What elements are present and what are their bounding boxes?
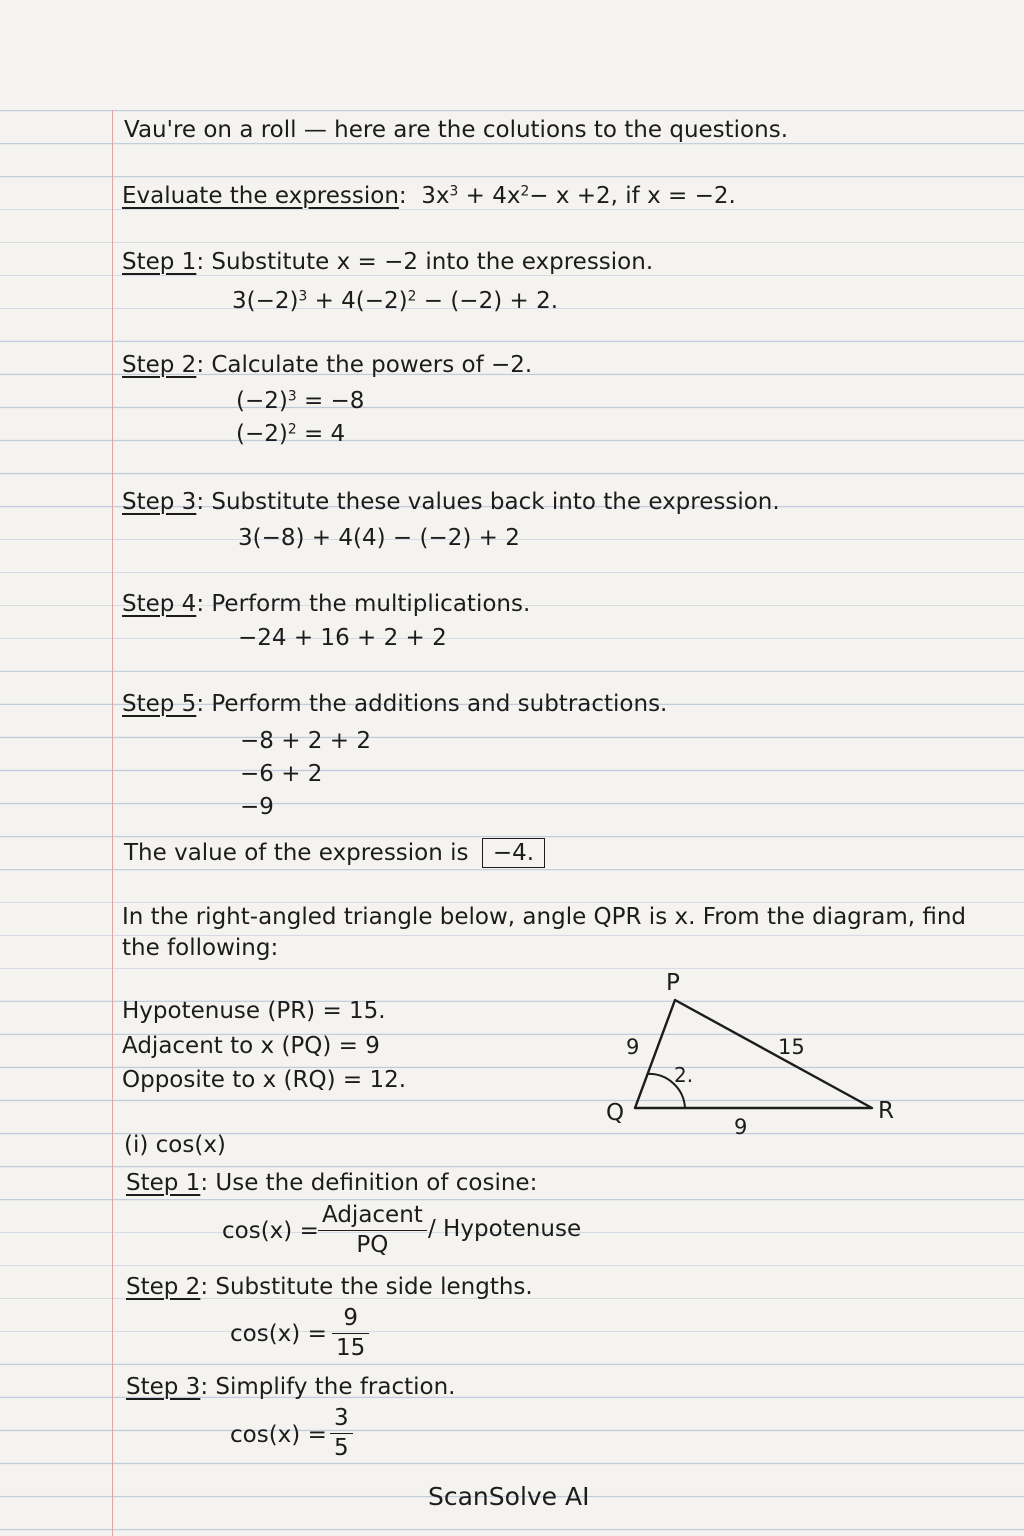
q2-step1 xyxy=(126,1172,537,1195)
q1-step2-line1: $(-2)^3 = -8$ xyxy=(236,388,365,414)
fraction-numerator: 3 xyxy=(334,1405,349,1431)
q2-fact-opposite: Opposite to x (RQ) = 12. xyxy=(122,1067,407,1093)
step-label: Step 4 xyxy=(122,591,197,617)
q2-step3-lhs: cos(x) = xyxy=(230,1422,327,1448)
step-text: : Substitute x = −2 into the expression. xyxy=(196,249,654,275)
step-label: Step 1 xyxy=(126,1170,201,1196)
q2-step2-fraction xyxy=(332,1307,369,1360)
q2-step3-fraction xyxy=(330,1407,353,1460)
step-text: : Perform the additions and subtractions. xyxy=(196,691,668,717)
q2-step1-lhs: cos(x) = xyxy=(222,1218,319,1244)
q1-step2-line2: $(-2)^2 = 4$ xyxy=(236,421,346,447)
q1-step2 xyxy=(122,354,532,377)
triangle-shape xyxy=(635,1000,872,1108)
fraction-denominator: 15 xyxy=(336,1335,366,1361)
q1-result xyxy=(124,838,545,868)
vertex-q-label: Q xyxy=(606,1100,625,1126)
step-text: : Substitute the side lengths. xyxy=(200,1274,533,1300)
step-label: Step 3 xyxy=(126,1374,201,1400)
q1-step1 xyxy=(122,251,653,274)
q1-heading xyxy=(122,185,736,208)
fraction-numerator: Adjacent xyxy=(322,1202,423,1228)
vertex-r-label: R xyxy=(878,1098,894,1124)
q2-step2 xyxy=(126,1276,533,1299)
fraction-denominator: 5 xyxy=(334,1435,349,1461)
side-pr-label: 15 xyxy=(778,1035,805,1059)
q2-step1-fraction xyxy=(318,1204,427,1257)
q2-part-label: (i) cos(x) xyxy=(124,1132,226,1158)
q1-step4 xyxy=(122,593,530,616)
q1-step5 xyxy=(122,693,667,716)
step-label: Step 3 xyxy=(122,489,197,515)
q1-step5-line2: −6 + 2 xyxy=(240,761,323,787)
vertex-p-label: P xyxy=(666,970,680,996)
fraction-numerator: 9 xyxy=(343,1305,358,1331)
q1-step3 xyxy=(122,491,780,514)
q1-step1-line: $3(-2)^3 + 4(-2)^2 - (-2) + 2$. xyxy=(232,288,559,314)
step-label: Step 1 xyxy=(122,249,197,275)
q2-prompt-line1: In the right-angled triangle below, angle QPR is x. From the diagram, find xyxy=(122,904,967,930)
q2-step2-lhs: cos(x) = xyxy=(230,1321,327,1347)
q1-expression: $3x^3 + 4x^2- x +2$, if x = −2. xyxy=(421,183,736,209)
result-box: −4. xyxy=(482,838,545,868)
intro-text: Vau're on a roll — here are the colutions to the questions. xyxy=(124,117,789,143)
q2-step3 xyxy=(126,1376,455,1399)
q1-step3-line: 3(−8) + 4(4) − (−2) + 2 xyxy=(238,525,520,551)
step-text: : Substitute these values back into the expression. xyxy=(196,489,780,515)
step-text: : Calculate the powers of −2. xyxy=(196,352,533,378)
q1-step5-line1: −8 + 2 + 2 xyxy=(240,728,371,754)
side-qr-label: 9 xyxy=(734,1115,748,1139)
q2-fact-hypotenuse: Hypotenuse (PR) = 15. xyxy=(122,998,386,1024)
q1-step4-line: −24 + 16 + 2 + 2 xyxy=(238,625,447,651)
footer-brand: ScanSolve AI xyxy=(428,1482,590,1511)
page-margin-line xyxy=(112,0,113,1536)
page-header-blank xyxy=(0,0,1024,110)
fraction-denominator: PQ xyxy=(356,1232,389,1258)
q2-step1-tail: / Hypotenuse xyxy=(428,1216,582,1242)
triangle-diagram xyxy=(600,960,920,1140)
step-label: Step 2 xyxy=(122,352,197,378)
step-text: : Use the definition of cosine: xyxy=(200,1170,538,1196)
q1-colon: : xyxy=(398,183,407,209)
q1-label: Evaluate the expression xyxy=(122,183,399,209)
q1-step5-line3: −9 xyxy=(240,794,274,820)
step-text: : Simplify the fraction. xyxy=(200,1374,456,1400)
angle-label: 2. xyxy=(674,1063,694,1087)
step-text: : Perform the multiplications. xyxy=(196,591,531,617)
side-pq-label: 9 xyxy=(626,1035,640,1059)
step-label: Step 5 xyxy=(122,691,197,717)
step-label: Step 2 xyxy=(126,1274,201,1300)
q2-fact-adjacent: Adjacent to x (PQ) = 9 xyxy=(122,1033,380,1059)
result-label: The value of the expression is xyxy=(124,840,469,866)
q2-prompt-line2: the following: xyxy=(122,935,279,961)
